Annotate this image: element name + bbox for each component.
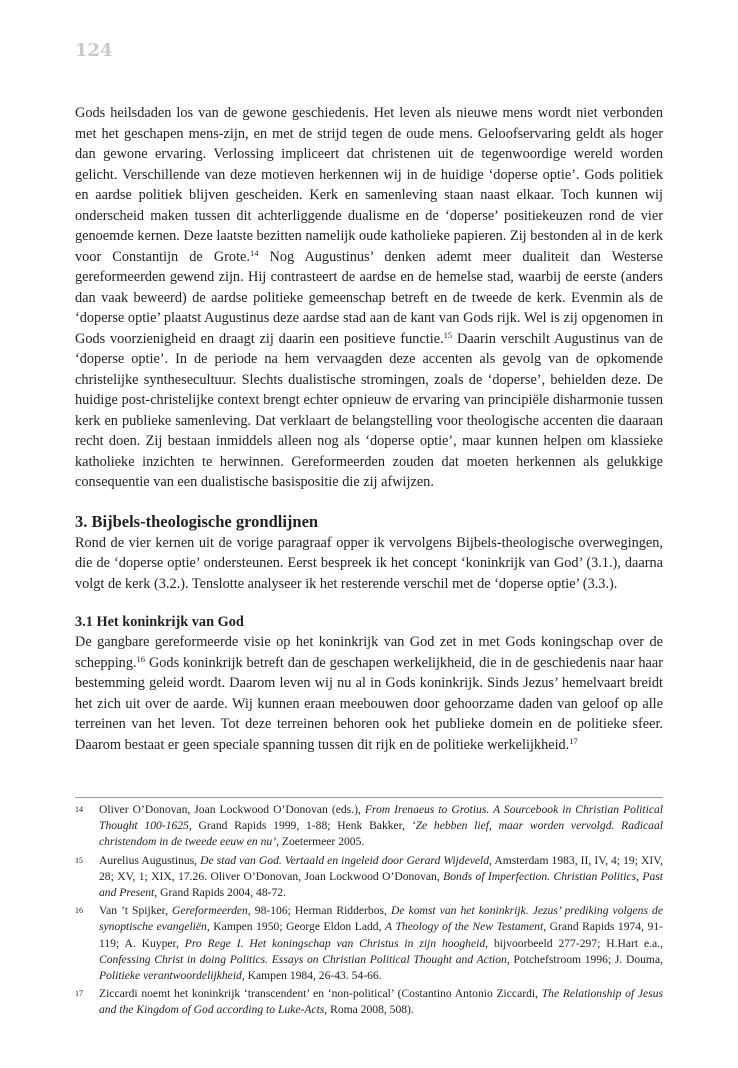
footnote-segment: , Amsterdam 1983, II, IV, 4; 19; XIV, 28; XV, 1; XIX, 17.26. Oliver O’Donovan, Joan Lockwood O’Donovan, (99, 853, 664, 883)
footnote-17 (75, 986, 663, 1018)
footnote-title: Politieke verantwoordelijkheid (99, 969, 242, 983)
footnote-segment: Ziccardi noemt het koninkrijk ‘transcendent’ en ‘non-political’ (Costantino Antonio Ziccardi, (99, 987, 542, 1001)
section-heading: 3. Bijbels-theologische grondlijnen (75, 511, 319, 531)
body-text (75, 103, 663, 755)
footnote-segment: Van ’t Spijker, (99, 904, 173, 918)
section-intro: Rond de vier kernen uit de vorige paragraaf opper ik vervolgens Bijbels-theologische overwegingen, die de ‘doperse optie’ ondersteunen. Eerst bespreek ik het concept ‘koninkrijk van God’ (3.1.), daarna volgt de kerk (3.2.). Tenslotte analyseer ik het resterende verschil met de ‘doperse optie’ (3.3.). (75, 534, 663, 592)
paragraph-text: Gods koninkrijk betreft dan de geschapen werkelijkheid, die in de geschiedenis naar haar bestemming geleid wordt. Daarom leven wij nu al in Gods koninkrijk. Sinds Jezus’ hemelvaart breidt het zich uit over de aarde. Wij kunnen eraan meebouwen door gehoorzame daden van geloof op alle terreinen van het leven. Tot deze terreinen behoren ook het publieke domein en de politieke sfeer. Daarom bestaat er geen speciale spanning tussen dit rijk en de politieke werkelijkheid. (75, 654, 663, 753)
footnote-text (99, 802, 663, 851)
footnote-segment: , Potchefstroom 1996; J. Douma, (506, 952, 663, 966)
footnote-segment: Oliver O’Donovan, Joan Lockwood O’Donovan (eds.), (99, 803, 365, 816)
footnote-segment: Aurelius Augustinus, (99, 853, 201, 867)
footnote-16 (75, 903, 663, 984)
footnote-ref[interactable]: 14 (249, 247, 259, 258)
paragraph-text: De gangbare gereformeerde visie op het koninkrijk van God zet in met Gods koningschap over de schepping. (75, 634, 663, 671)
footnote-divider (75, 797, 663, 798)
subsection-heading: 3.1 Het koninkrijk van God (75, 614, 244, 630)
footnote-15 (75, 853, 663, 902)
footnote-title: De komst van het koninkrijk. Jezus’ prediking volgens de synoptische evangeliën (99, 904, 663, 934)
footnote-segment: , Grand Rapids 1974, 91-119; A. Kuyper, (99, 920, 664, 950)
footnote-segment: , Kampen 1950; George Eldon Ladd, (206, 920, 386, 934)
footnote-text (99, 986, 663, 1018)
footnote-segment: , 98-106; Herman Ridderbos, (247, 904, 391, 918)
footnote-title: Bonds of Imperfection. Christian Politics, Past and Present (99, 869, 663, 900)
footnote-title: A Theology of the New Testament (385, 920, 544, 934)
paragraph-text: Daarin verschilt Augustinus van de ‘doperse optie’. In de periode na hem vervaagden deze accenten als gevolg van de opkomende christelijke synthesecultuur. Slechts dualistische stromingen, zoals de ‘doperse’, behielden deze. De huidige post-christelijke context brengt echter opnieuw de ervaring van principiële disharmonie tussen kerk en publieke samenleving. Dat verklaart de belangstelling voor theologische accenten die daaraan recht doen. Zij bestaan inmiddels alleen nog als ‘doperse optie’, maar kunnen helpen om klassieke katholieke inzichten te herwinnen. Gereformeerden zouden dat moeten herkennen als gelukkige consequentie van een dualistische basispositie die zij afwijzen. (75, 330, 663, 490)
paragraph-augustine (75, 103, 663, 493)
footnote-14 (75, 802, 663, 851)
footnote-segment: , Grand Rapids 2004, 48-72. (154, 886, 286, 900)
paragraph-text: Gods heilsdaden los van de gewone geschiedenis. Het leven als nieuwe mens wordt niet verbonden met het geschapen mens-zijn, en met de strijd tegen de oude mens. Geloofservaring geldt als hoger dan gewone ervaring. Verlossing impliceert dat christenen uit de tegenwoordige wereld worden gelicht. Verschillende van deze motieven herkennen wij in de huidige ‘doperse optie’. Gods politiek en aardse politiek blijven gescheiden. Kerk en samenleving staan naast elkaar. Toch kunnen wij onderscheid maken tussen dit achterliggende dualisme en de ‘doperse’ positiekeuzen rond de vier genoemde kernen. Deze laatste bezitten namelijk oude katholieke papieren. Zij bestonden al in de kerk voor Constantijn de Grote. (75, 105, 663, 265)
footnote-title: Confessing Christ in doing Politics. Essays on Christian Political Thought and Action (99, 952, 507, 966)
paragraph-kingdom (75, 632, 663, 755)
footnote-number: 16 (75, 906, 83, 916)
footnote-segment: , bijvoorbeeld 277-297; H.Hart e.a., (485, 936, 663, 950)
footnotes (75, 802, 663, 1021)
footnote-segment: , Grand Rapids 1999, 1-88; Henk Bakker, (188, 819, 412, 833)
footnote-title: Gereformeerden (172, 904, 248, 918)
footnote-title: From Irenaeus to Grotius. A Sourcebook in Christian Political Thought 100-1625 (99, 803, 663, 833)
footnote-number: 14 (75, 805, 83, 814)
footnote-title: De stad van God. Vertaald en ingeleid door Gerard Wijdeveld (200, 853, 490, 867)
footnote-segment: , Roma 2008, 508). (324, 1003, 414, 1017)
footnote-title: Pro Rege I. Het koningschap van Christus in zijn hoogheid (184, 936, 486, 950)
footnote-ref[interactable]: 16 (136, 653, 146, 664)
footnote-segment: , Zoetermeer 2005. (276, 835, 365, 849)
footnote-number: 15 (75, 855, 83, 865)
footnote-text (99, 853, 663, 902)
footnote-ref[interactable]: 17 (569, 735, 578, 746)
footnote-ref[interactable]: 15 (443, 329, 453, 340)
footnote-segment: , Kampen 1984, 26-43. 54-66. (241, 969, 382, 983)
page-number: 124 (75, 40, 113, 61)
footnote-title: The Relationship of Jesus and the Kingdom of God according to Luke-Acts (99, 987, 663, 1017)
footnote-text (99, 903, 663, 984)
paragraph-text: Nog Augustinus’ denken ademt meer dualiteit dan Westerse gereformeerden gewend zijn. Hij contrasteert de aardse en de hemelse stad, waarbij de eerste (anders dan vaak beweerd) de aardse politieke gemeenschap betreft en de tweede de kerk. Evenmin als de ‘doperse optie’ plaatst Augustinus deze aardse stad aan de kant van Gods rijk. Wel is zij opgenomen in Gods voorzienigheid en draagt zij daarin een positieve functie. (75, 248, 663, 347)
footnote-number: 17 (75, 989, 83, 999)
footnote-title: ‘Ze hebben lief, maar worden vervolgd. Radicaal christendom in de tweede eeuw en nu’ (99, 819, 663, 849)
